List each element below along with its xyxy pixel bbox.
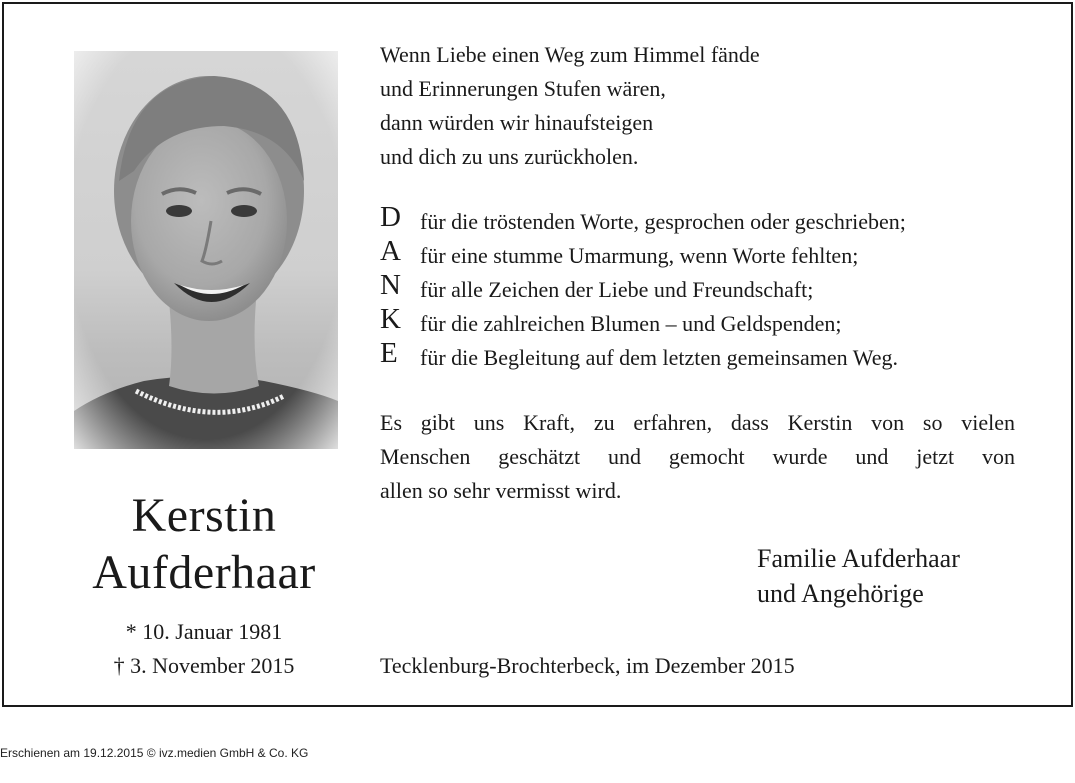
message-line: Es gibt uns Kraft, zu erfahren, dass Kerstin von so vielen: [380, 410, 1015, 435]
thank-you-message: [380, 406, 1015, 508]
danke-letter: K: [380, 303, 401, 335]
deceased-last-name: Aufderhaar: [92, 546, 316, 599]
death-date: † 3. November 2015: [113, 653, 295, 678]
birth-date: * 10. Januar 1981: [125, 619, 283, 644]
danke-letter: E: [380, 337, 398, 369]
message-line: allen so sehr vermisst wird.: [380, 478, 622, 503]
danke-letter: A: [380, 235, 401, 267]
danke-text: für eine stumme Umarmung, wenn Worte fehlten;: [420, 243, 859, 268]
poem-line: und Erinnerungen Stufen wären,: [380, 76, 666, 101]
poem-line: dann würden wir hinaufsteigen: [380, 110, 654, 135]
signature-line: und Angehörige: [757, 579, 924, 608]
portrait-photo: [74, 51, 338, 449]
danke-text: für die zahlreichen Blumen – und Geldspenden;: [420, 311, 842, 336]
notice-frame: [2, 2, 1073, 707]
place-and-date: Tecklenburg-Brochterbeck, im Dezember 2015: [380, 653, 795, 678]
publication-footer: Erschienen am 19.12.2015 © ivz.medien GmbH & Co. KG: [0, 746, 309, 760]
signature: [757, 541, 960, 611]
poem-line: Wenn Liebe einen Weg zum Himmel fände: [380, 42, 760, 67]
poem: [380, 38, 760, 174]
danke-letter: N: [380, 269, 401, 301]
poem-line: und dich zu uns zurückholen.: [380, 144, 639, 169]
deceased-first-name: Kerstin: [131, 489, 277, 542]
danke-text: für die Begleitung auf dem letzten gemeinsamen Weg.: [420, 345, 898, 370]
message-line: Menschen geschätzt und gemocht wurde und jetzt von: [380, 444, 1015, 469]
signature-line: Familie Aufderhaar: [757, 544, 960, 573]
danke-letter: D: [380, 201, 401, 233]
danke-text: für alle Zeichen der Liebe und Freundschaft;: [420, 277, 814, 302]
danke-text: für die tröstenden Worte, gesprochen oder geschrieben;: [420, 209, 906, 234]
